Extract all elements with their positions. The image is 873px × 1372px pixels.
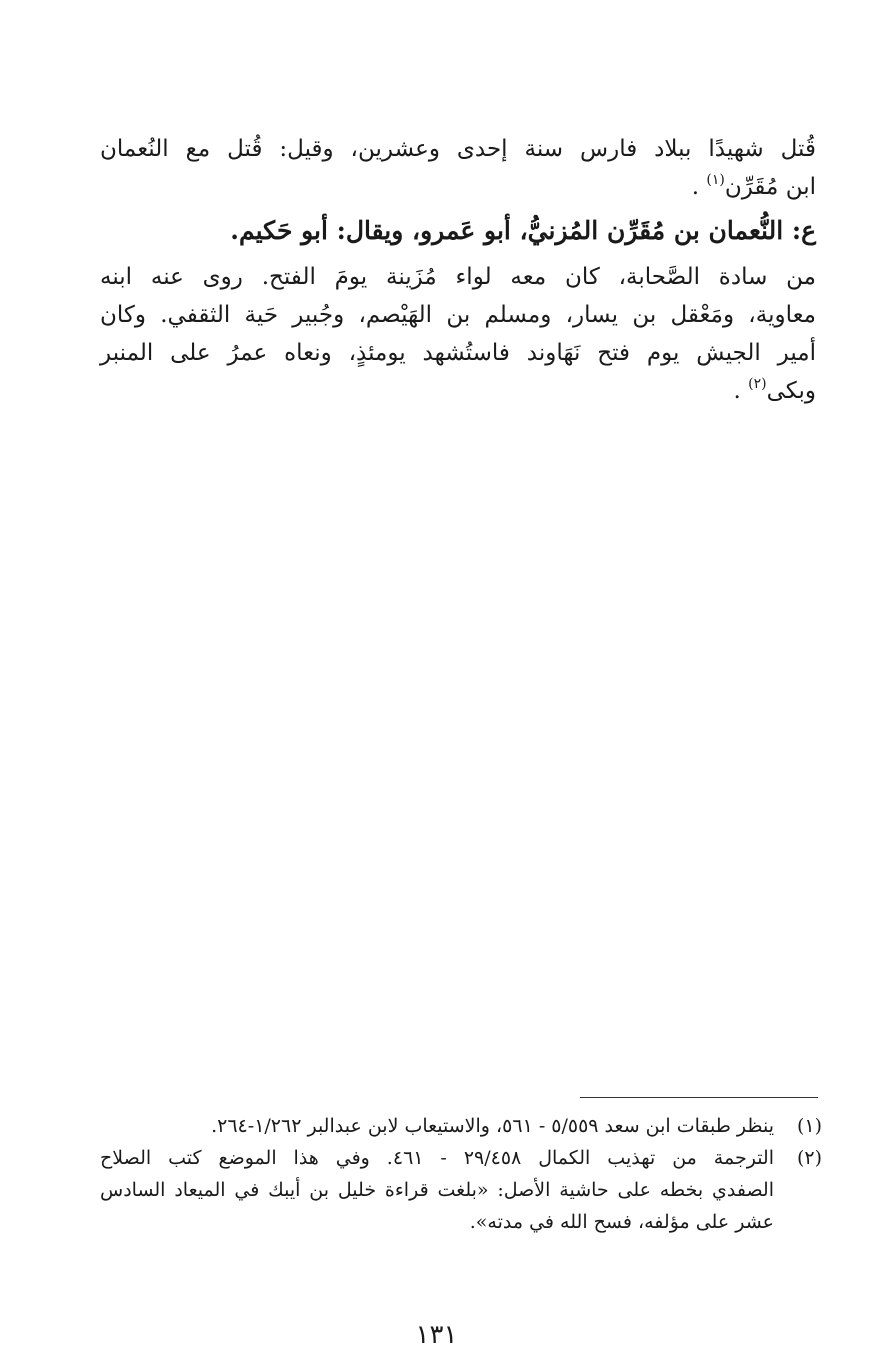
footnote-2-number: (٢) bbox=[796, 1147, 822, 1169]
footnote-1 bbox=[100, 1110, 822, 1142]
footnote-1-number: (١) bbox=[796, 1115, 822, 1137]
footnote-separator bbox=[580, 1097, 818, 1098]
bio-line-4-text: وبكى bbox=[766, 378, 816, 404]
footnote-2 bbox=[100, 1142, 822, 1238]
footnote-1-line-1: ينظر طبقات ابن سعد ٥/٥٥٩ - ٥٦١، والاستيعاب لابن عبدالبر ١/٢٦٢-٢٦٤. bbox=[211, 1115, 774, 1137]
intro-line-1: قُتل شهيدًا ببلاد فارس سنة إحدى وعشرين، وقيل: قُتل مع النُعمان bbox=[100, 136, 816, 162]
bio-line-4-end: . bbox=[733, 378, 741, 404]
page-number: ١٣١ bbox=[415, 1320, 458, 1350]
footnote-2-line-1: الترجمة من تهذيب الكمال ٢٩/٤٥٨ - ٤٦١. وفي هذا الموضع كتب الصلاح bbox=[100, 1147, 774, 1169]
bio-paragraph bbox=[100, 258, 816, 410]
footnote-1-body bbox=[100, 1110, 774, 1142]
bio-line-3: أمير الجيش يوم فتح نَهَاوند فاستُشهد يومئذٍ، ونعاه عمرُ على المنبر bbox=[100, 340, 816, 366]
bio-line-4 bbox=[100, 372, 816, 410]
footnote-ref-1[interactable]: (١) bbox=[706, 172, 725, 188]
intro-paragraph bbox=[100, 130, 816, 206]
footnote-2-body bbox=[100, 1142, 774, 1238]
bio-line-1: من سادة الصَّحابة، كان معه لواء مُزَينة يومَ الفتح. روى عنه ابنه bbox=[100, 264, 816, 290]
intro-line-2 bbox=[100, 168, 816, 206]
footnotes-section bbox=[100, 1110, 822, 1238]
footnote-ref-2[interactable]: (٢) bbox=[748, 376, 767, 392]
intro-line-2-end: . bbox=[691, 174, 700, 200]
intro-line-2-text: ابن مُقَرِّن bbox=[724, 174, 816, 200]
footnote-2-line-2: الصفدي بخطه على حاشية الأصل: «بلغت قراءة خليل بن أيبك في الميعاد السادس bbox=[100, 1179, 774, 1201]
bio-line-2: معاوية، ومَعْقل بن يسار، ومسلم بن الهَيْصم، وجُبير حَية الثقفي. وكان bbox=[100, 302, 816, 328]
footnote-2-line-3: عشر على مؤلفه، فسح الله في مدته». bbox=[469, 1211, 774, 1233]
entry-heading: ع: النُّعمان بن مُقَرِّن المُزنيُّ، أبو عَمرو، ويقال: أبو حَكيم. bbox=[230, 216, 816, 245]
